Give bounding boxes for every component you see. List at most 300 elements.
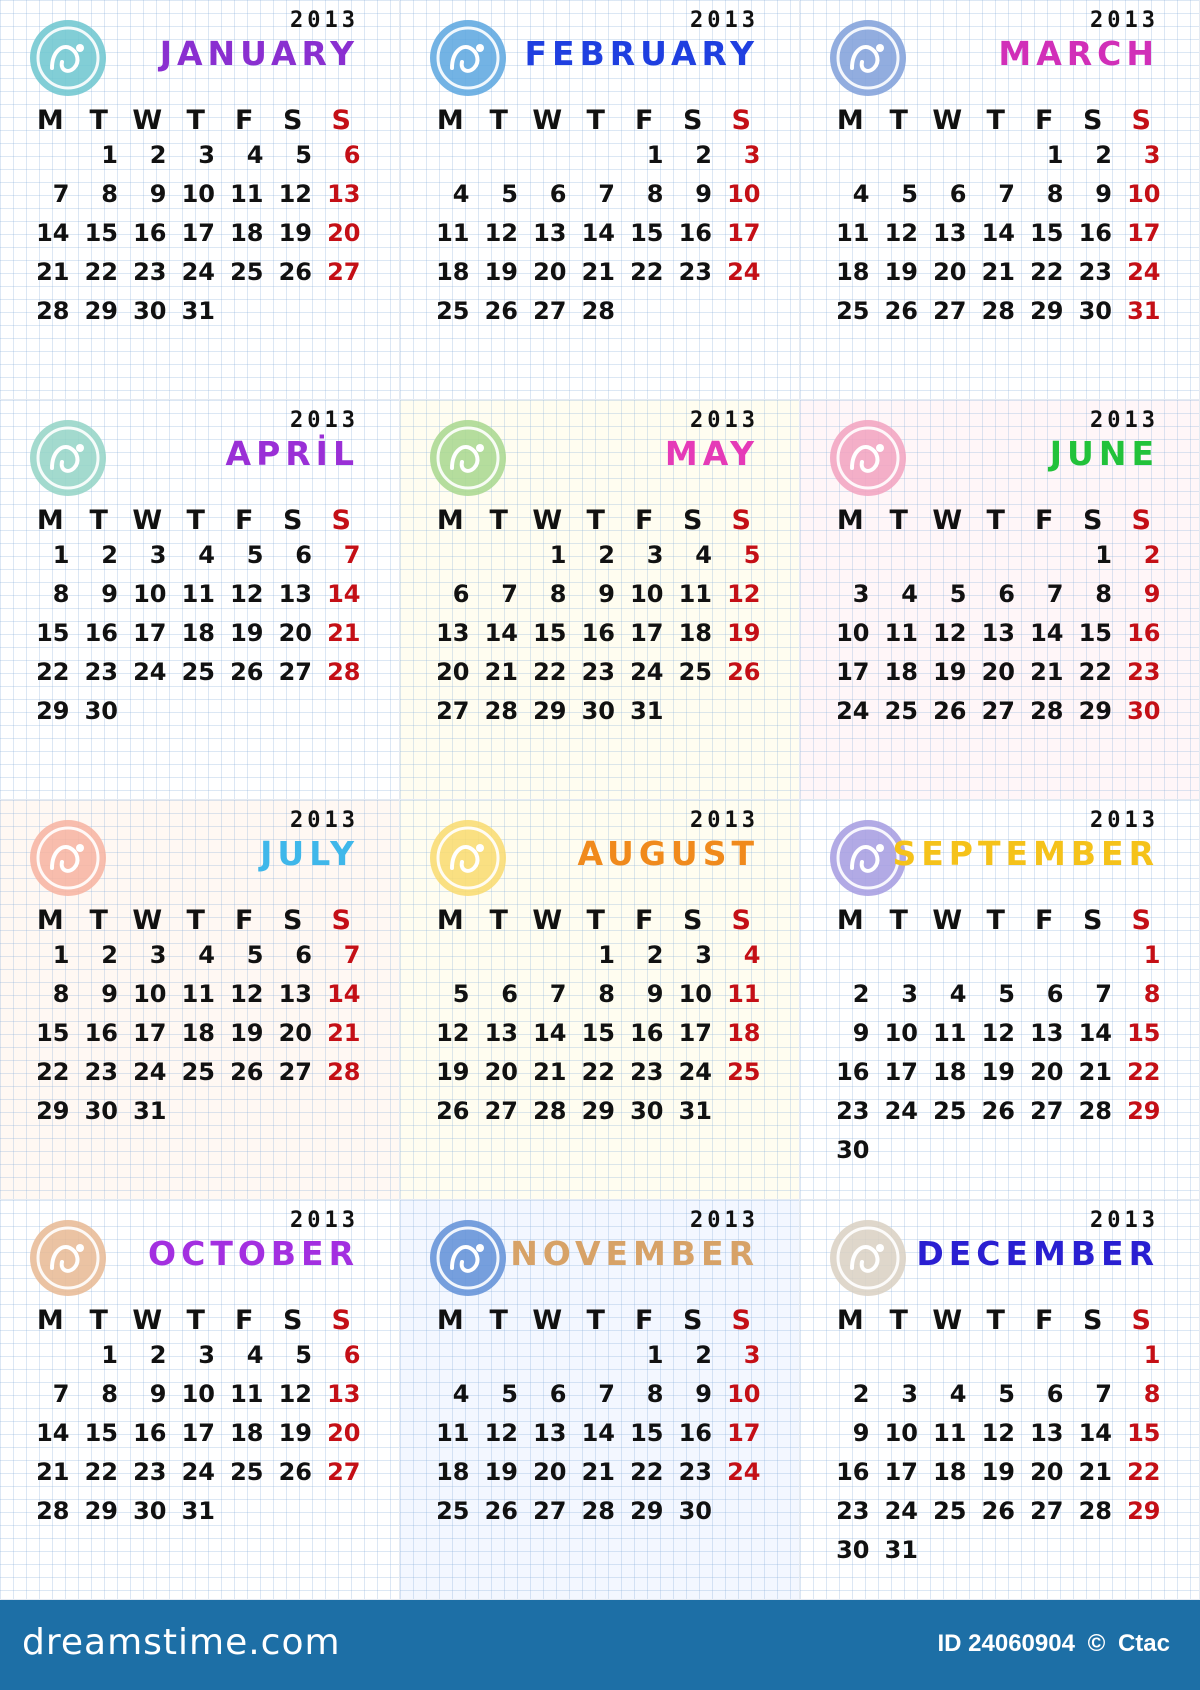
- day-cell: 7: [1095, 979, 1112, 1008]
- day-cell: 6: [343, 140, 361, 169]
- day-cell: 18: [678, 618, 712, 647]
- weekday-header: S: [1083, 1304, 1103, 1336]
- empty-cell: [1020, 535, 1069, 574]
- day-cell: 5: [901, 179, 918, 208]
- day-cell: 29: [630, 1496, 664, 1525]
- day-cell: 26: [981, 1096, 1015, 1125]
- day-cell: 31: [181, 296, 215, 325]
- day-cell: 20: [327, 218, 361, 247]
- weekday-header: S: [283, 1304, 303, 1336]
- day-cell: 1: [101, 1340, 118, 1369]
- weekday-header: F: [235, 904, 254, 936]
- day-grid: [426, 496, 766, 730]
- day-cell: 24: [181, 1457, 215, 1486]
- libra-icon: [28, 818, 108, 898]
- month-title: SEPTEMBER: [892, 834, 1159, 873]
- day-cell: 15: [84, 1418, 118, 1447]
- day-cell: 21: [581, 257, 615, 286]
- day-cell: 22: [1030, 257, 1064, 286]
- empty-cell: [923, 135, 972, 174]
- weekday-header: M: [36, 1304, 64, 1336]
- day-grid: [826, 896, 1166, 1169]
- empty-cell: [826, 535, 875, 574]
- day-cell: 13: [1030, 1418, 1064, 1447]
- day-cell: 25: [933, 1496, 967, 1525]
- weekday-header: T: [89, 504, 108, 536]
- weekday-header: M: [436, 504, 464, 536]
- day-cell: 27: [436, 696, 470, 725]
- year-label: 2013: [290, 408, 359, 433]
- day-cell: 13: [484, 1018, 518, 1047]
- copyright-symbol: ©: [1087, 1630, 1106, 1657]
- taurus-icon: [428, 18, 508, 98]
- footer-bar: [0, 1600, 1200, 1690]
- day-cell: 6: [1046, 1379, 1064, 1408]
- day-cell: 9: [1095, 179, 1112, 208]
- day-cell: 14: [1030, 618, 1064, 647]
- empty-cell: [972, 135, 1021, 174]
- day-cell: 9: [852, 1018, 870, 1047]
- day-cell: 20: [1030, 1457, 1064, 1486]
- day-cell: 29: [533, 696, 567, 725]
- month-title: MAY: [664, 434, 759, 473]
- day-cell: 22: [1078, 657, 1112, 686]
- day-cell: 28: [1030, 696, 1064, 725]
- day-cell: 8: [101, 1379, 118, 1408]
- day-cell: 18: [230, 1418, 264, 1447]
- day-cell: 28: [327, 657, 361, 686]
- day-cell: 18: [836, 257, 870, 286]
- weekday-header: M: [436, 904, 464, 936]
- day-cell: 7: [52, 1379, 70, 1408]
- day-cell: 27: [278, 657, 312, 686]
- year-label: 2013: [690, 408, 759, 433]
- day-cell: 23: [836, 1496, 870, 1525]
- weekday-header: W: [932, 504, 963, 536]
- day-cell: 25: [230, 257, 264, 286]
- day-cell: 15: [36, 1018, 70, 1047]
- day-cell: 1: [101, 140, 118, 169]
- day-cell: 19: [230, 1018, 264, 1047]
- month-panel-july: [0, 800, 400, 1200]
- aries-icon: [28, 18, 108, 98]
- day-cell: 10: [836, 618, 870, 647]
- day-cell: 31: [630, 696, 664, 725]
- day-cell: 4: [452, 179, 470, 208]
- day-cell: 25: [436, 1496, 470, 1525]
- empty-cell: [26, 1335, 75, 1374]
- day-cell: 17: [133, 618, 167, 647]
- weekday-header: S: [1131, 104, 1151, 136]
- weekday-header: S: [731, 504, 751, 536]
- day-cell: 4: [901, 579, 918, 608]
- weekday-header: T: [186, 504, 205, 536]
- day-cell: 20: [533, 257, 567, 286]
- day-cell: 25: [884, 696, 918, 725]
- day-cell: 20: [1030, 1057, 1064, 1086]
- day-cell: 4: [949, 979, 967, 1008]
- day-cell: 30: [84, 1096, 118, 1125]
- empty-cell: [972, 535, 1021, 574]
- year-label: 2013: [1090, 1208, 1159, 1233]
- day-cell: 21: [327, 618, 361, 647]
- day-cell: 30: [84, 696, 118, 725]
- weekday-header: M: [436, 104, 464, 136]
- day-cell: 13: [327, 179, 361, 208]
- year-label: 2013: [290, 8, 359, 33]
- month-panel-january: [0, 0, 400, 400]
- day-cell: 31: [133, 1096, 167, 1125]
- day-cell: 30: [836, 1535, 870, 1564]
- day-cell: 8: [52, 579, 70, 608]
- weekday-header: S: [283, 504, 303, 536]
- weekday-header: M: [836, 504, 864, 536]
- year-label: 2013: [690, 808, 759, 833]
- day-cell: 30: [678, 1496, 712, 1525]
- weekday-header: M: [36, 904, 64, 936]
- weekday-header: S: [283, 904, 303, 936]
- day-cell: 3: [149, 540, 167, 569]
- day-cell: 12: [436, 1018, 470, 1047]
- month-title: MARCH: [998, 34, 1159, 73]
- month-panel-apri̇l: [0, 400, 400, 800]
- day-cell: 26: [278, 257, 312, 286]
- day-cell: 5: [246, 940, 264, 969]
- day-cell: 16: [678, 218, 712, 247]
- weekday-header: F: [635, 904, 654, 936]
- day-cell: 9: [695, 179, 712, 208]
- day-cell: 23: [1127, 657, 1161, 686]
- day-cell: 17: [181, 218, 215, 247]
- day-cell: 20: [933, 257, 967, 286]
- day-cell: 19: [981, 1457, 1015, 1486]
- empty-cell: [26, 135, 75, 174]
- weekday-header: S: [731, 904, 751, 936]
- empty-cell: [426, 1335, 475, 1374]
- day-cell: 3: [1143, 140, 1161, 169]
- weekday-header: F: [235, 1304, 254, 1336]
- day-cell: 15: [84, 218, 118, 247]
- day-cell: 3: [743, 1340, 761, 1369]
- day-cell: 24: [630, 657, 664, 686]
- day-cell: 27: [327, 257, 361, 286]
- day-cell: 10: [133, 979, 167, 1008]
- day-cell: 22: [630, 257, 664, 286]
- day-cell: 7: [501, 579, 518, 608]
- day-cell: 31: [678, 1096, 712, 1125]
- day-cell: 14: [581, 218, 615, 247]
- empty-cell: [426, 935, 475, 974]
- day-cell: 26: [230, 1057, 264, 1086]
- day-cell: 23: [133, 257, 167, 286]
- day-cell: 25: [678, 657, 712, 686]
- virgo-icon: [828, 418, 908, 498]
- day-cell: 14: [581, 1418, 615, 1447]
- weekday-header: S: [1083, 104, 1103, 136]
- empty-cell: [826, 135, 875, 174]
- brand-logo[interactable]: dreamstime.com: [22, 1622, 341, 1663]
- author-name: Ctac: [1117, 1630, 1170, 1657]
- day-cell: 20: [484, 1057, 518, 1086]
- day-cell: 26: [484, 1496, 518, 1525]
- day-cell: 5: [501, 1379, 518, 1408]
- day-cell: 21: [327, 1018, 361, 1047]
- month-title: JUNE: [1049, 434, 1159, 473]
- day-cell: 28: [327, 1057, 361, 1086]
- day-cell: 24: [884, 1496, 918, 1525]
- day-cell: 13: [533, 1418, 567, 1447]
- day-cell: 10: [181, 1379, 215, 1408]
- day-cell: 16: [678, 1418, 712, 1447]
- day-cell: 29: [1127, 1096, 1161, 1125]
- day-cell: 17: [133, 1018, 167, 1047]
- day-cell: 27: [327, 1457, 361, 1486]
- empty-cell: [1069, 935, 1118, 974]
- empty-cell: [923, 935, 972, 974]
- day-cell: 7: [52, 179, 70, 208]
- day-cell: 16: [1078, 218, 1112, 247]
- day-cell: 18: [884, 657, 918, 686]
- day-cell: 17: [630, 618, 664, 647]
- day-grid: [26, 96, 366, 330]
- weekday-header: T: [186, 1304, 205, 1336]
- day-cell: 2: [101, 940, 118, 969]
- day-cell: 11: [181, 579, 215, 608]
- day-cell: 29: [581, 1096, 615, 1125]
- day-cell: 28: [581, 1496, 615, 1525]
- day-cell: 28: [1078, 1096, 1112, 1125]
- day-cell: 15: [1078, 618, 1112, 647]
- day-cell: 3: [901, 1379, 918, 1408]
- capricorn-icon: [28, 1218, 108, 1298]
- empty-cell: [972, 1335, 1021, 1374]
- day-cell: 10: [630, 579, 664, 608]
- month-title: APRİL: [225, 434, 359, 473]
- day-cell: 18: [436, 257, 470, 286]
- day-cell: 11: [181, 979, 215, 1008]
- empty-cell: [523, 1335, 572, 1374]
- day-cell: 28: [36, 296, 70, 325]
- day-cell: 31: [884, 1535, 918, 1564]
- day-cell: 27: [484, 1096, 518, 1125]
- day-cell: 29: [36, 1096, 70, 1125]
- day-grid: [826, 96, 1166, 330]
- day-cell: 24: [836, 696, 870, 725]
- day-cell: 7: [343, 540, 361, 569]
- day-cell: 24: [884, 1096, 918, 1125]
- day-grid: [26, 496, 366, 730]
- year-label: 2013: [1090, 408, 1159, 433]
- aquarius-icon: [428, 1218, 508, 1298]
- day-cell: 18: [436, 1457, 470, 1486]
- day-cell: 4: [695, 540, 712, 569]
- day-cell: 12: [278, 1379, 312, 1408]
- day-cell: 11: [836, 218, 870, 247]
- empty-cell: [1069, 1335, 1118, 1374]
- empty-cell: [923, 535, 972, 574]
- month-panel-may: [400, 400, 800, 800]
- day-cell: 15: [1030, 218, 1064, 247]
- day-cell: 15: [36, 618, 70, 647]
- day-cell: 23: [133, 1457, 167, 1486]
- cancer-icon: [28, 418, 108, 498]
- day-cell: 19: [484, 257, 518, 286]
- day-cell: 4: [198, 940, 215, 969]
- scorpio-icon: [428, 818, 508, 898]
- day-cell: 13: [933, 218, 967, 247]
- weekday-header: S: [731, 104, 751, 136]
- image-credit: [937, 1630, 1170, 1658]
- day-cell: 19: [278, 1418, 312, 1447]
- day-grid: [426, 896, 766, 1130]
- empty-cell: [572, 1335, 621, 1374]
- day-cell: 28: [36, 1496, 70, 1525]
- month-panel-march: [800, 0, 1200, 400]
- day-cell: 8: [598, 979, 615, 1008]
- day-cell: 21: [1078, 1457, 1112, 1486]
- day-cell: 25: [181, 1057, 215, 1086]
- weekday-header: T: [89, 1304, 108, 1336]
- day-cell: 28: [484, 696, 518, 725]
- day-cell: 17: [181, 1418, 215, 1447]
- day-cell: 23: [678, 1457, 712, 1486]
- day-cell: 21: [484, 657, 518, 686]
- month-panel-august: [400, 800, 800, 1200]
- day-cell: 2: [695, 1340, 712, 1369]
- day-cell: 25: [727, 1057, 761, 1086]
- day-cell: 7: [549, 979, 567, 1008]
- weekday-header: S: [1083, 904, 1103, 936]
- weekday-header: F: [235, 504, 254, 536]
- day-cell: 21: [36, 257, 70, 286]
- weekday-header: F: [1035, 1304, 1054, 1336]
- weekday-header: F: [635, 1304, 654, 1336]
- weekday-header: S: [331, 504, 351, 536]
- day-cell: 26: [981, 1496, 1015, 1525]
- weekday-header: S: [683, 504, 703, 536]
- day-cell: 21: [1078, 1057, 1112, 1086]
- day-cell: 11: [727, 979, 761, 1008]
- month-title: JULY: [260, 834, 359, 873]
- month-panel-december: [800, 1200, 1200, 1600]
- day-cell: 9: [695, 1379, 712, 1408]
- weekday-header: T: [586, 104, 605, 136]
- empty-cell: [875, 1335, 924, 1374]
- day-cell: 18: [181, 1018, 215, 1047]
- day-cell: 9: [149, 179, 167, 208]
- day-grid: [426, 96, 766, 330]
- day-cell: 11: [884, 618, 918, 647]
- empty-cell: [523, 935, 572, 974]
- day-cell: 24: [1127, 257, 1161, 286]
- day-cell: 1: [646, 140, 664, 169]
- day-cell: 26: [278, 1457, 312, 1486]
- weekday-header: T: [586, 904, 605, 936]
- day-cell: 13: [981, 618, 1015, 647]
- weekday-header: F: [635, 104, 654, 136]
- weekday-header: S: [683, 1304, 703, 1336]
- empty-cell: [475, 135, 524, 174]
- day-cell: 23: [581, 657, 615, 686]
- day-cell: 15: [581, 1018, 615, 1047]
- weekday-header: T: [986, 104, 1005, 136]
- empty-cell: [923, 1335, 972, 1374]
- day-cell: 2: [149, 140, 167, 169]
- empty-cell: [475, 935, 524, 974]
- day-cell: 1: [1095, 540, 1112, 569]
- weekday-header: M: [836, 904, 864, 936]
- day-cell: 18: [727, 1018, 761, 1047]
- day-cell: 17: [884, 1057, 918, 1086]
- day-cell: 25: [836, 296, 870, 325]
- day-cell: 18: [933, 1057, 967, 1086]
- day-cell: 2: [149, 1340, 167, 1369]
- day-cell: 27: [981, 696, 1015, 725]
- month-panel-february: [400, 0, 800, 400]
- day-cell: 27: [933, 296, 967, 325]
- day-cell: 14: [1078, 1418, 1112, 1447]
- day-cell: 2: [598, 540, 615, 569]
- day-cell: 7: [1095, 1379, 1112, 1408]
- day-cell: 21: [533, 1057, 567, 1086]
- month-title: AUGUST: [577, 834, 759, 873]
- day-cell: 3: [852, 579, 870, 608]
- day-cell: 13: [1030, 1018, 1064, 1047]
- day-cell: 3: [901, 979, 918, 1008]
- empty-cell: [426, 135, 475, 174]
- day-cell: 4: [246, 140, 264, 169]
- weekday-header: S: [331, 904, 351, 936]
- day-cell: 15: [1127, 1018, 1161, 1047]
- day-cell: 17: [678, 1018, 712, 1047]
- weekday-header: S: [1083, 504, 1103, 536]
- day-cell: 10: [727, 179, 761, 208]
- weekday-header: T: [586, 504, 605, 536]
- day-cell: 23: [630, 1057, 664, 1086]
- month-title: DECEMBER: [916, 1234, 1159, 1273]
- day-cell: 8: [1095, 579, 1112, 608]
- day-cell: 16: [84, 1018, 118, 1047]
- day-cell: 7: [998, 179, 1015, 208]
- day-cell: 2: [852, 979, 870, 1008]
- weekday-header: M: [36, 104, 64, 136]
- day-cell: 27: [1030, 1496, 1064, 1525]
- weekday-header: W: [932, 1304, 963, 1336]
- day-cell: 10: [884, 1018, 918, 1047]
- weekday-header: W: [532, 104, 563, 136]
- day-cell: 2: [1095, 140, 1112, 169]
- day-cell: 3: [695, 940, 712, 969]
- day-cell: 27: [1030, 1096, 1064, 1125]
- empty-cell: [572, 135, 621, 174]
- day-cell: 20: [981, 657, 1015, 686]
- day-cell: 5: [949, 579, 967, 608]
- day-cell: 5: [295, 140, 312, 169]
- weekday-header: M: [36, 504, 64, 536]
- day-cell: 29: [1030, 296, 1064, 325]
- empty-cell: [875, 135, 924, 174]
- day-cell: 8: [101, 179, 118, 208]
- month-title: FEBRUARY: [524, 34, 759, 73]
- day-cell: 13: [436, 618, 470, 647]
- empty-cell: [972, 935, 1021, 974]
- month-panel-october: [0, 1200, 400, 1600]
- weekday-header: T: [586, 1304, 605, 1336]
- weekday-header: S: [683, 104, 703, 136]
- day-cell: 23: [84, 1057, 118, 1086]
- day-cell: 20: [327, 1418, 361, 1447]
- day-cell: 14: [327, 579, 361, 608]
